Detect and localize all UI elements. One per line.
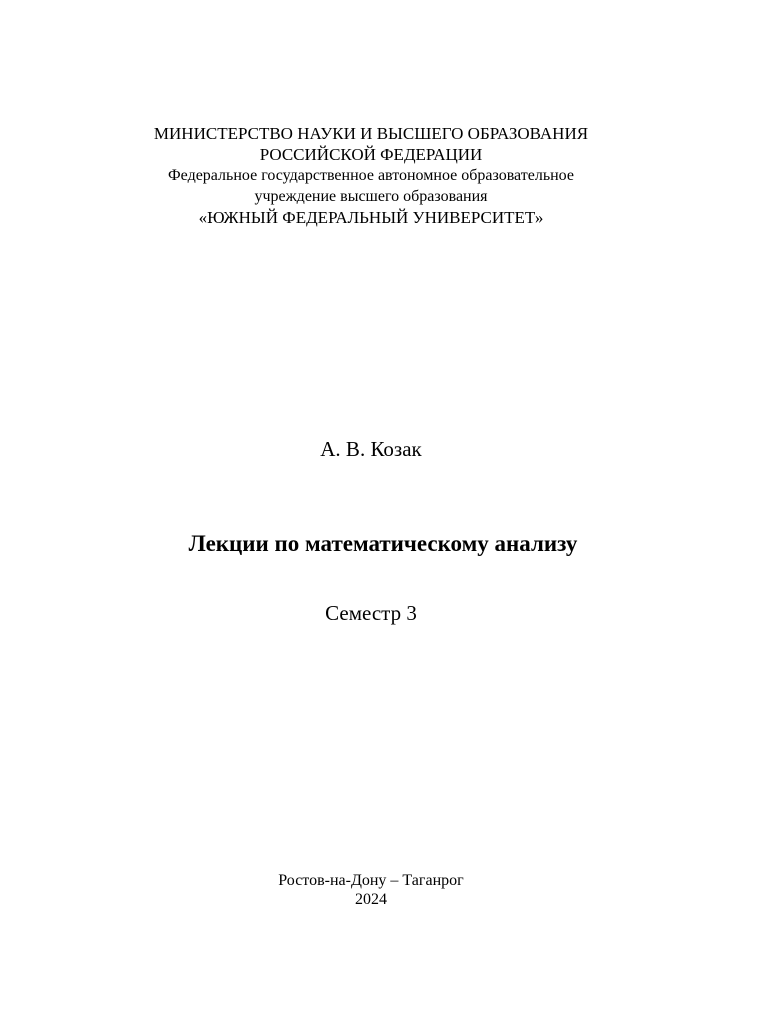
ministry-line-2: РОССИЙСКОЙ ФЕДЕРАЦИИ [259, 145, 483, 164]
semester-label: Семестр 3 [325, 601, 417, 625]
institution-line-1: Федеральное государственное автономное образовательное [168, 167, 574, 184]
document-title: Лекции по математическому анализу [188, 531, 578, 556]
institution-line-2: учреждение высшего образования [254, 188, 488, 205]
publication-year: 2024 [355, 891, 387, 908]
publication-info [0, 871, 742, 909]
ministry-line-1: МИНИСТЕРСТВО НАУКИ И ВЫСШЕГО ОБРАЗОВАНИЯ [153, 124, 589, 143]
university-name: «ЮЖНЫЙ ФЕДЕРАЛЬНЫЙ УНИВЕРСИТЕТ» [198, 208, 544, 227]
publication-city: Ростов-на-Дону – Таганрог [278, 872, 464, 889]
author-name: А. В. Козак [320, 437, 422, 461]
ministry-header [0, 123, 742, 228]
